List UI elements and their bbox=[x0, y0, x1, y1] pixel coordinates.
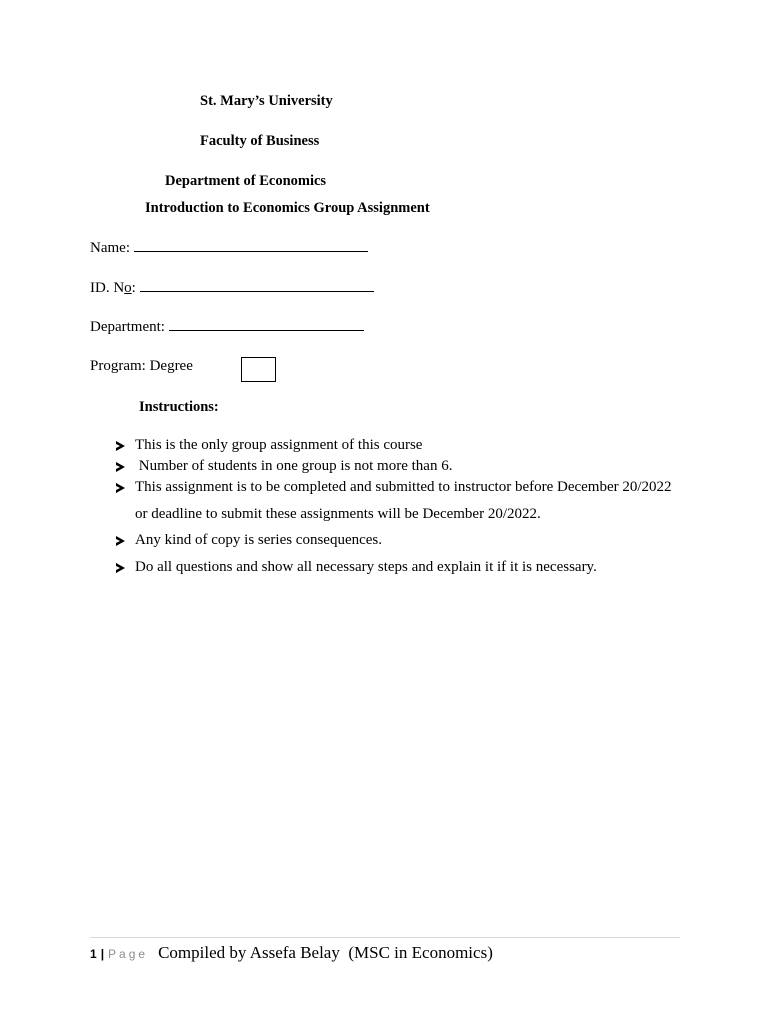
name-blank-line bbox=[134, 239, 368, 252]
instruction-item: Do all questions and show all necessary steps and explain it if it is necessary. bbox=[135, 559, 597, 575]
faculty-name: Faculty of Business bbox=[200, 133, 320, 149]
footer bbox=[90, 943, 493, 963]
arrow-bullet-icon bbox=[116, 483, 125, 493]
footer-divider bbox=[90, 937, 680, 938]
department-blank-line bbox=[169, 318, 364, 331]
instruction-item-continuation: or deadline to submit these assignments will be December 20/2022. bbox=[135, 506, 541, 522]
instruction-item: Number of students in one group is not more than 6. bbox=[135, 458, 453, 474]
university-name: St. Mary’s University bbox=[200, 93, 333, 109]
id-blank-line bbox=[140, 279, 374, 292]
name-field bbox=[90, 239, 368, 257]
arrow-bullet-icon bbox=[116, 536, 125, 546]
arrow-bullet-icon bbox=[116, 441, 125, 451]
arrow-bullet-icon bbox=[116, 563, 125, 573]
assignment-title: Introduction to Economics Group Assignment bbox=[145, 200, 430, 216]
id-field bbox=[90, 279, 374, 297]
page-separator: | bbox=[100, 947, 105, 961]
degree-checkbox[interactable] bbox=[241, 357, 276, 382]
department-name: Department of Economics bbox=[165, 173, 327, 189]
name-label: Name: bbox=[90, 240, 130, 256]
page-word: Page bbox=[108, 947, 149, 961]
arrow-bullet-icon bbox=[116, 462, 125, 472]
page-number: 1 bbox=[90, 947, 97, 961]
instruction-item: This is the only group assignment of this course bbox=[135, 437, 423, 453]
department-field bbox=[90, 318, 364, 336]
instruction-item: This assignment is to be completed and submitted to instructor before December 20/2022 bbox=[135, 479, 672, 495]
instruction-item: Any kind of copy is series consequences. bbox=[135, 532, 383, 548]
instructions-heading: Instructions: bbox=[139, 399, 219, 415]
program-label: Program: Degree bbox=[90, 358, 193, 374]
compiled-by: Compiled by Assefa Belay (MSC in Economics) bbox=[158, 943, 493, 962]
department-label: Department: bbox=[90, 319, 165, 335]
id-label: ID. No: bbox=[90, 280, 136, 296]
